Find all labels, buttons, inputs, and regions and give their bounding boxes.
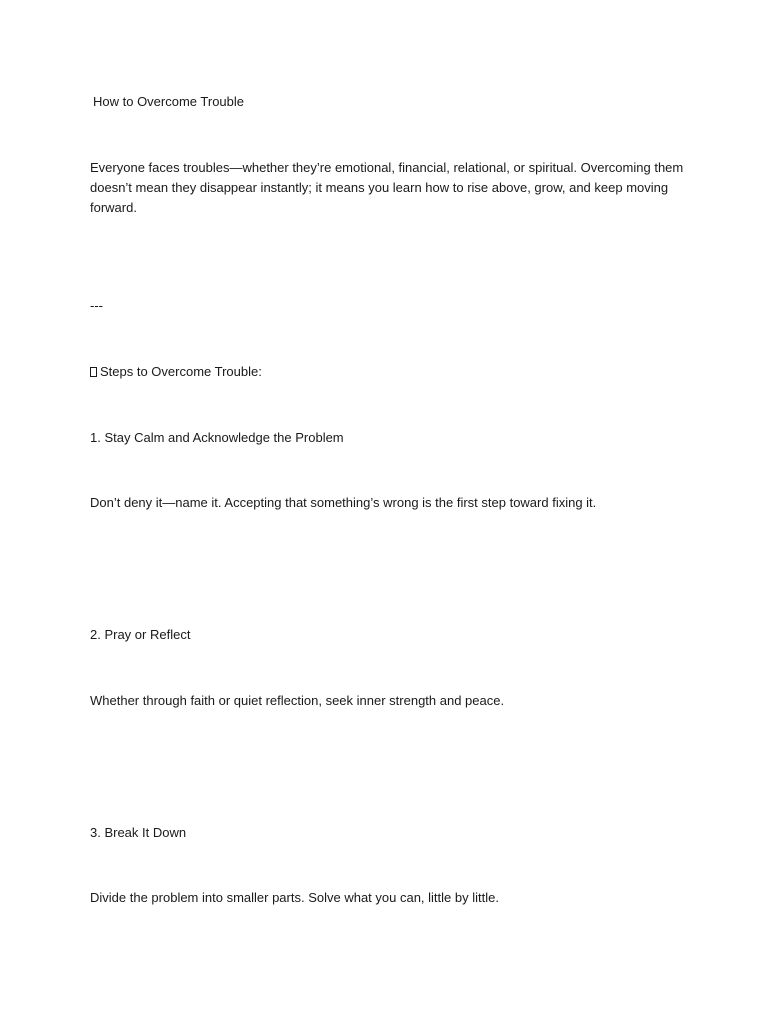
step-title: 2. Pray or Reflect [90, 627, 191, 642]
step-text: Don’t deny it—name it. Accepting that something’s wrong is the first step toward fixing it. [90, 495, 597, 510]
step-text: Divide the problem into smaller parts. Solve what you can, little by little. [90, 890, 499, 905]
step-title: 3. Break It Down [90, 825, 187, 840]
separator: --- [90, 298, 103, 313]
step-text: Whether through faith or quiet reflection, seek inner strength and peace. [90, 693, 505, 708]
steps-heading-text: Steps to Overcome Trouble: [100, 364, 262, 379]
intro-paragraph: Everyone faces troubles—whether they’re emotional, financial, relational, or spiritual. Overcoming them doesn’t mean they disappear instantly; it means you learn how to rise above, grow, and keep moving forward. [90, 160, 684, 215]
step-title: 1. Stay Calm and Acknowledge the Problem [90, 430, 344, 445]
steps-heading [90, 362, 690, 382]
missing-glyph-icon [90, 367, 97, 377]
document-title: How to Overcome Trouble [93, 94, 245, 109]
